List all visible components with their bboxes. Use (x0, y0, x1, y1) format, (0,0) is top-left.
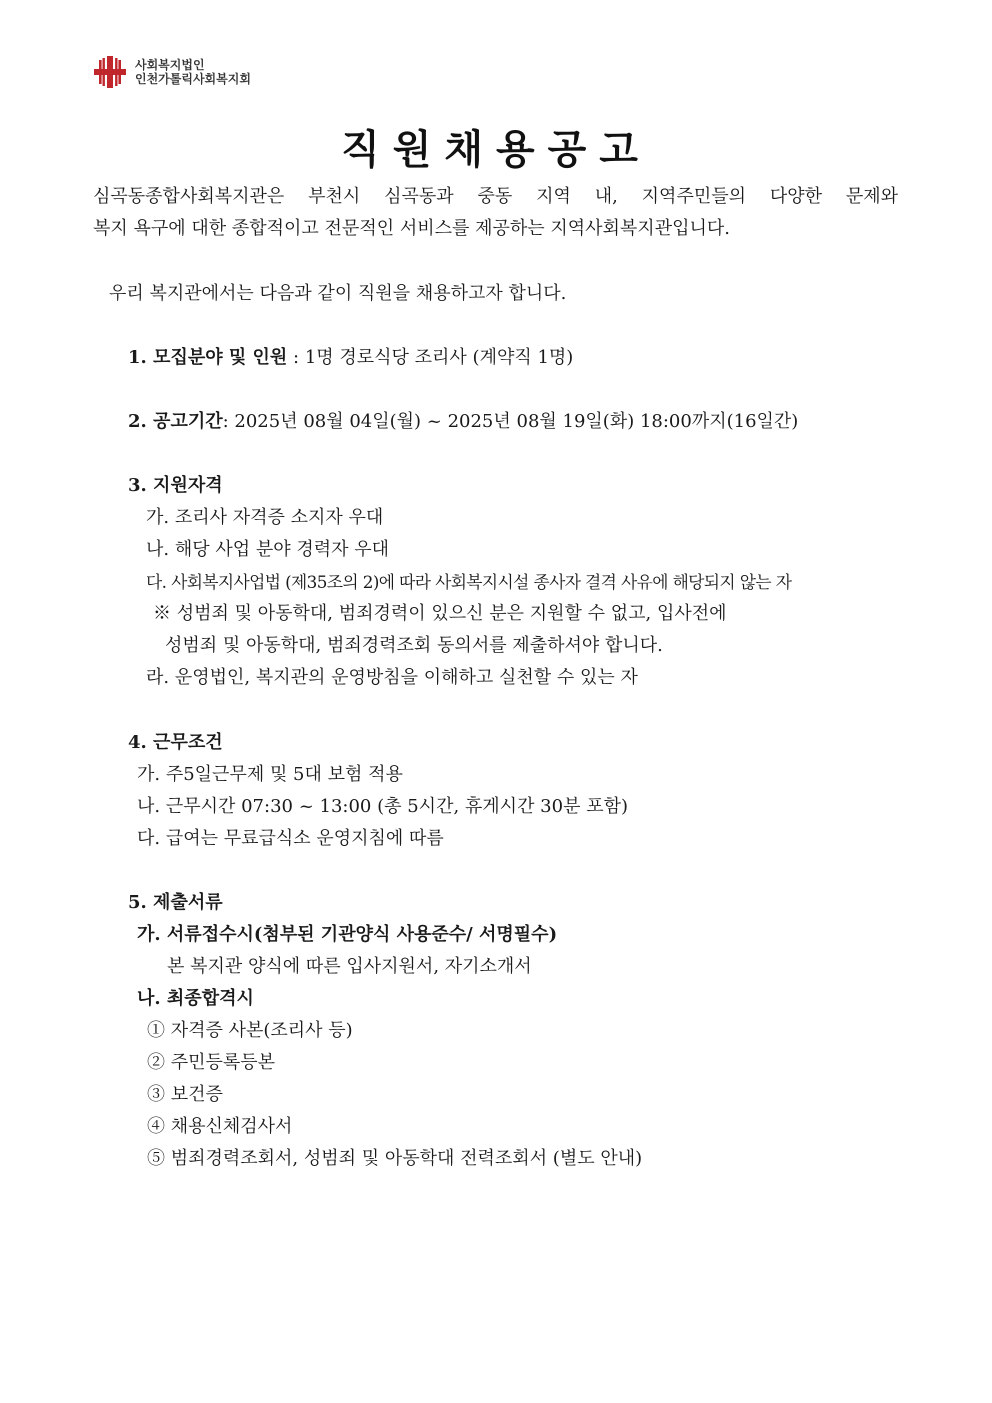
section-heading: 1. 모집분야 및 인원 (128, 347, 288, 368)
condition-item: 가. 주5일근무제 및 5대 보험 적용 (137, 764, 403, 785)
qualification-item: 라. 운영법인, 복지관의 운영방침을 이해하고 실천할 수 있는 자 (146, 667, 638, 688)
intro-line-1: 심곡동종합사회복지관은 부천시 심곡동과 중동 지역 내, 지역주민들의 다양한 문제와 (93, 186, 898, 207)
qualification-item: 나. 해당 사업 분야 경력자 우대 (146, 539, 389, 560)
section-heading: 2. 공고기간 (128, 411, 223, 432)
section-qualification-heading: 3. 지원자격 (128, 475, 223, 496)
documents-subheading: 나. 최종합격시 (137, 988, 254, 1009)
qualification-note: 성범죄 및 아동학대, 범죄경력조회 동의서를 제출하셔야 합니다. (165, 635, 663, 656)
qualification-note: ※ 성범죄 및 아동학대, 범죄경력이 있으신 분은 지원할 수 없고, 입사전에 (153, 603, 727, 624)
intro-line-3: 우리 복지관에서는 다음과 같이 직원을 채용하고자 합니다. (109, 283, 567, 304)
cross-emblem-icon (93, 55, 127, 89)
document-item: ⑤ 범죄경력조회서, 성범죄 및 아동학대 전력조회서 (별도 안내) (147, 1148, 643, 1169)
org-title: 인천가톨릭사회복지회 (135, 72, 251, 86)
condition-item: 다. 급여는 무료급식소 운영지침에 따름 (137, 828, 444, 849)
section-conditions-heading: 4. 근무조건 (128, 732, 223, 753)
document-item: ③ 보건증 (147, 1084, 223, 1105)
document-item: ① 자격증 사본(조리사 등) (147, 1020, 353, 1041)
org-type: 사회복지법인 (135, 58, 205, 72)
section-period (128, 410, 798, 434)
intro-line-2: 복지 욕구에 대한 종합적이고 전문적인 서비스를 제공하는 지역사회복지관입니다. (93, 218, 730, 239)
documents-subheading: 가. 서류접수시(첨부된 기관양식 사용준수/ 서명필수) (137, 924, 558, 945)
org-name (135, 58, 251, 86)
section-text: : 2025년 08월 04일(월) ~ 2025년 08월 19일(화) 18:00까지(16일간) (222, 411, 799, 432)
section-recruit (128, 346, 573, 370)
page-title: 직원채용공고 (341, 126, 651, 173)
section-text: : 1명 경로식당 조리사 (계약직 1명) (287, 347, 574, 368)
qualification-item: 가. 조리사 자격증 소지자 우대 (146, 507, 384, 528)
qualification-item: 다. 사회복지사업법 (제35조의 2)에 따라 사회복지시설 종사자 결격 사유에 해당되지 않는 자 (146, 572, 792, 592)
document-item: ④ 채용신체검사서 (147, 1116, 293, 1137)
section-documents-heading: 5. 제출서류 (128, 892, 223, 913)
org-logo (93, 55, 251, 89)
documents-text: 본 복지관 양식에 따른 입사지원서, 자기소개서 (167, 956, 532, 977)
condition-item: 나. 근무시간 07:30 ~ 13:00 (총 5시간, 휴게시간 30분 포함) (137, 796, 628, 817)
document-item: ② 주민등록등본 (147, 1052, 276, 1073)
